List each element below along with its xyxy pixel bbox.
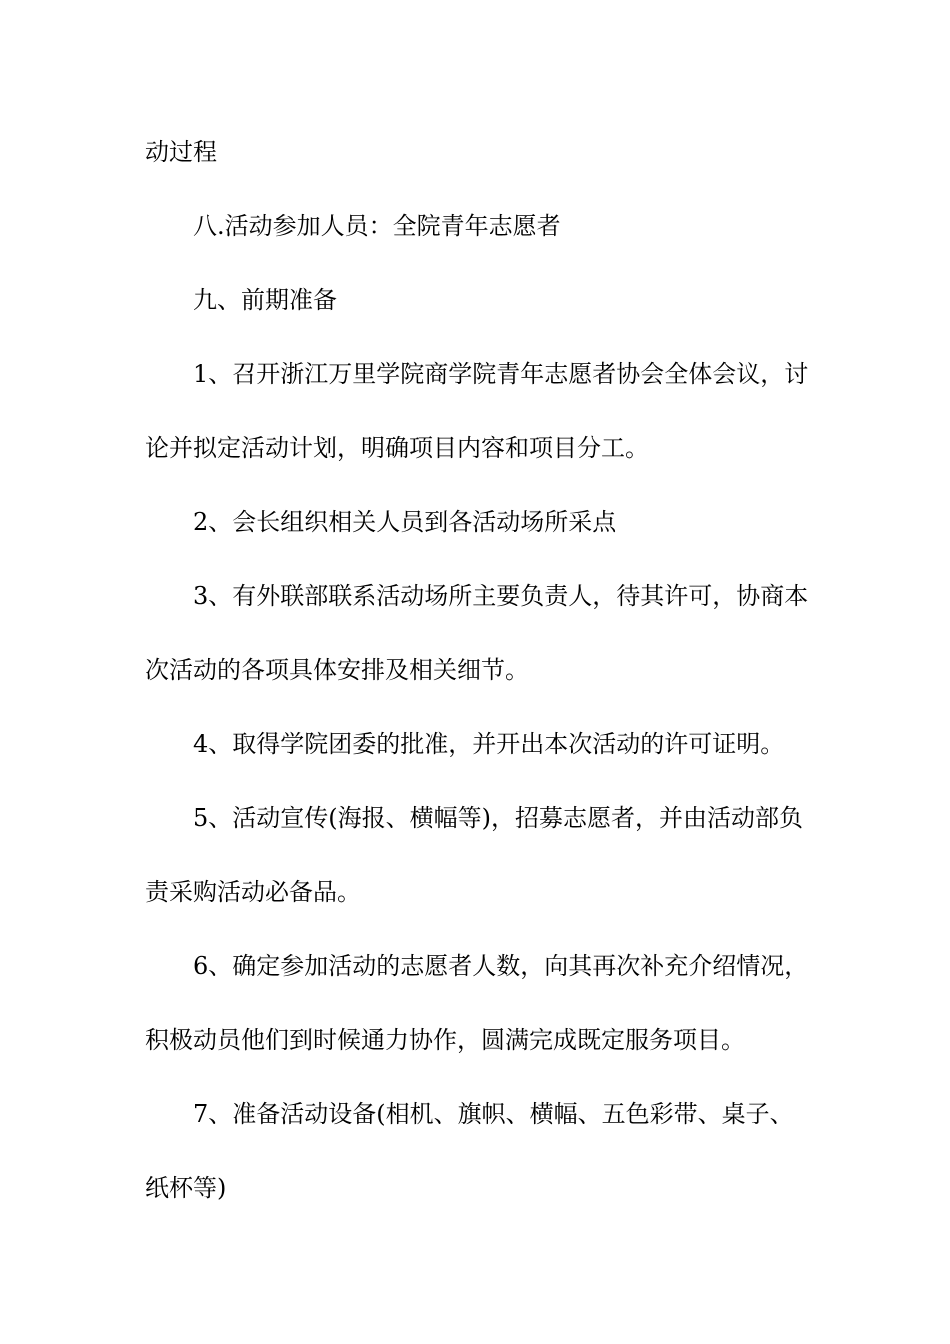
- list-item-4: 4、取得学院团委的批准，并开出本次活动的许可证明。: [193, 730, 785, 758]
- list-item-6: 6、确定参加活动的志愿者人数，向其再次补充介绍情况，: [193, 952, 809, 980]
- section-heading-preparation: 九、前期准备: [193, 286, 337, 314]
- list-item-1: 1、召开浙江万里学院商学院青年志愿者协会全体会议，讨: [193, 360, 809, 388]
- text-line: 次活动的各项具体安排及相关细节。: [145, 656, 529, 684]
- text-line: 积极动员他们到时候通力协作，圆满完成既定服务项目。: [145, 1026, 745, 1054]
- list-item-3: 3、有外联部联系活动场所主要负责人，待其许可，协商本: [193, 582, 809, 610]
- text-line: 动过程: [145, 138, 217, 166]
- text-line: 论并拟定活动计划，明确项目内容和项目分工。: [145, 434, 649, 462]
- list-item-5: 5、活动宣传(海报、横幅等)，招募志愿者，并由活动部负: [193, 804, 803, 832]
- list-item-7: 7、准备活动设备(相机、旗帜、横幅、五色彩带、桌子、: [193, 1100, 794, 1128]
- section-heading-participants: 八.活动参加人员：全院青年志愿者: [193, 212, 561, 240]
- list-item-2: 2、会长组织相关人员到各活动场所采点: [193, 508, 617, 536]
- text-line: 责采购活动必备品。: [145, 878, 361, 906]
- text-line: 纸杯等): [145, 1174, 227, 1202]
